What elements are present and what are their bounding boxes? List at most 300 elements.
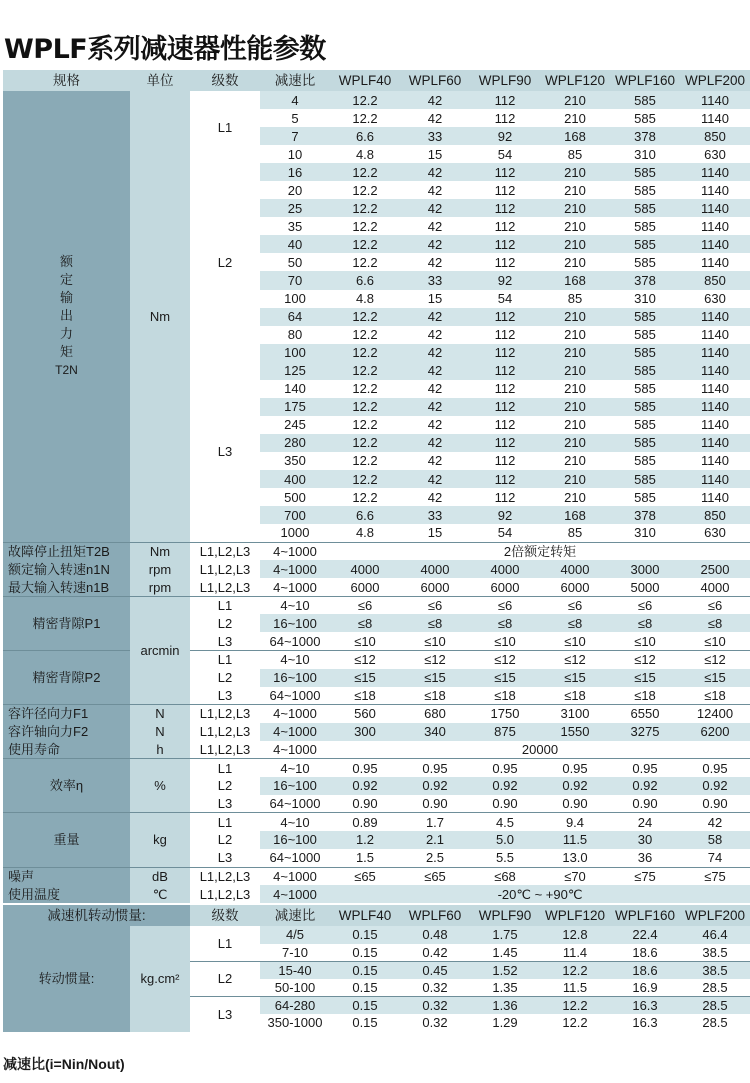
value-cell: 0.15 (330, 961, 400, 979)
value-cell: 16.3 (610, 1014, 680, 1032)
value-cell: 2.1 (400, 831, 470, 849)
value-cell: 11.4 (540, 944, 610, 962)
backlash-p2-label: 精密背隙P2 (3, 650, 130, 704)
inertia-label-group (3, 926, 190, 1032)
stage-cell: L2 (190, 777, 260, 795)
value-cell: ≤8 (330, 614, 400, 632)
value-cell: ≤15 (470, 669, 540, 687)
value-cell: 378 (610, 506, 680, 524)
value-cell: 1140 (680, 217, 750, 235)
value-cell: 112 (470, 416, 540, 434)
value-cell: 4.8 (330, 290, 400, 308)
value-cell: 12.2 (330, 362, 400, 380)
ratio-cell: 64~1000 (260, 632, 330, 650)
value-cell: 12.2 (330, 235, 400, 253)
temperature-label: 使用温度 (3, 885, 130, 903)
value-cell: 4000 (400, 560, 470, 578)
value-cell: 585 (610, 217, 680, 235)
value-cell: 12.2 (330, 91, 400, 109)
stage-cell: L3 (190, 632, 260, 650)
stage-cell: L1 (190, 91, 260, 163)
value-cell: 46.4 (680, 926, 750, 944)
value-cell: ≤15 (610, 669, 680, 687)
value-cell: ≤12 (400, 650, 470, 668)
value-cell: 585 (610, 362, 680, 380)
value-cell: 585 (610, 434, 680, 452)
value-cell: 42 (400, 163, 470, 181)
value-cell: 12.2 (330, 163, 400, 181)
ratio-cell: 50 (260, 253, 330, 271)
value-cell: 5.0 (470, 831, 540, 849)
value-cell: 210 (540, 253, 610, 271)
stage-cell: L1,L2,L3 (190, 542, 260, 560)
value-cell: 0.95 (680, 759, 750, 777)
unit-cell: rpm (130, 560, 190, 578)
value-cell: 12.2 (330, 308, 400, 326)
ratio-cell: 4~10 (260, 596, 330, 614)
value-cell: 12.2 (330, 398, 400, 416)
value-cell: 54 (470, 524, 540, 542)
value-cell: 210 (540, 181, 610, 199)
stage-cell: L1,L2,L3 (190, 560, 260, 578)
value-cell: 15 (400, 290, 470, 308)
ratio-cell: 70 (260, 271, 330, 289)
stage-cell: L3 (190, 362, 260, 542)
value-cell: ≤18 (610, 687, 680, 705)
value-cell: 1.75 (470, 926, 540, 944)
value-cell: 210 (540, 416, 610, 434)
value-cell: 850 (680, 127, 750, 145)
ratio-cell: 4~1000 (260, 542, 330, 560)
value-cell: 12.2 (330, 470, 400, 488)
value-cell: ≤10 (330, 632, 400, 650)
value-cell: 12400 (680, 705, 750, 723)
ratio-cell: 4~1000 (260, 723, 330, 741)
value-cell: ≤12 (330, 650, 400, 668)
value-cell: 12.2 (330, 434, 400, 452)
value-cell: 0.95 (540, 759, 610, 777)
ratio-cell: 4/5 (260, 926, 330, 944)
value-cell: 6000 (540, 578, 610, 596)
stage-cell: L3 (190, 795, 260, 813)
value-cell: 0.95 (470, 759, 540, 777)
value-cell: 0.92 (610, 777, 680, 795)
value-cell: 112 (470, 308, 540, 326)
value-cell: 92 (470, 271, 540, 289)
ratio-cell: 280 (260, 434, 330, 452)
value-cell: 0.92 (470, 777, 540, 795)
emergency-stop-label: 故障停止扭矩T2B (3, 542, 130, 560)
value-cell: 16.3 (610, 996, 680, 1014)
value-cell: 38.5 (680, 944, 750, 962)
value-cell: 3275 (610, 723, 680, 741)
value-cell: 585 (610, 91, 680, 109)
ratio-cell: 16~100 (260, 831, 330, 849)
value-cell: 1.5 (330, 849, 400, 867)
value-cell: 378 (610, 271, 680, 289)
stage-cell: L1 (190, 813, 260, 831)
stage-cell: L3 (190, 996, 260, 1031)
value-cell: 168 (540, 506, 610, 524)
stage-cell: L1 (190, 596, 260, 614)
ratio-cell: 16~100 (260, 777, 330, 795)
unit-cell: h (130, 741, 190, 759)
value-cell: 1140 (680, 362, 750, 380)
value-cell: 28.5 (680, 996, 750, 1014)
value-cell: 1140 (680, 470, 750, 488)
value-cell: 1140 (680, 235, 750, 253)
ratio-cell: 64~1000 (260, 687, 330, 705)
value-cell: 1140 (680, 344, 750, 362)
value-cell: 112 (470, 362, 540, 380)
value-cell: 112 (470, 109, 540, 127)
ratio-cell: 700 (260, 506, 330, 524)
rated-torque-label-char: 额 (59, 254, 73, 270)
value-cell: 1140 (680, 416, 750, 434)
value-cell: 13.0 (540, 849, 610, 867)
table-row (3, 741, 750, 759)
value-cell: 112 (470, 199, 540, 217)
stage-cell: L2 (190, 669, 260, 687)
column-header: 级数 (190, 905, 260, 926)
ratio-cell: 125 (260, 362, 330, 380)
value-cell: 112 (470, 452, 540, 470)
value-cell: 585 (610, 109, 680, 127)
value-cell: 42 (400, 199, 470, 217)
value-cell: 6200 (680, 723, 750, 741)
value-cell: 42 (400, 91, 470, 109)
value-cell: 42 (400, 326, 470, 344)
value-cell: 0.90 (330, 795, 400, 813)
unit-cell: rpm (130, 578, 190, 596)
inertia-label: 转动惯量: (38, 971, 95, 987)
value-cell: 18.6 (610, 961, 680, 979)
value-cell: 680 (400, 705, 470, 723)
value-cell: 210 (540, 91, 610, 109)
value-cell: 12.2 (330, 109, 400, 127)
service-life-label: 使用寿命 (3, 741, 130, 759)
value-cell: 42 (400, 235, 470, 253)
value-cell: 1.52 (470, 961, 540, 979)
merged-value-cell: 2倍额定转矩 (330, 542, 750, 560)
value-cell: 42 (400, 488, 470, 506)
value-cell: ≤68 (470, 867, 540, 885)
stage-cell: L2 (190, 961, 260, 996)
value-cell: ≤8 (540, 614, 610, 632)
column-header: WPLF40 (330, 905, 400, 926)
value-cell: 168 (540, 271, 610, 289)
value-cell: 0.32 (400, 1014, 470, 1032)
value-cell: 112 (470, 163, 540, 181)
value-cell: 210 (540, 326, 610, 344)
value-cell: 112 (470, 91, 540, 109)
ratio-cell: 140 (260, 380, 330, 398)
value-cell: 1140 (680, 398, 750, 416)
value-cell: ≤10 (610, 632, 680, 650)
rated-torque-label-char: 力 (59, 326, 73, 342)
value-cell: ≤15 (400, 669, 470, 687)
stage-cell: L1 (190, 926, 260, 961)
value-cell: ≤10 (400, 632, 470, 650)
unit-cell: ℃ (130, 885, 190, 903)
value-cell: ≤6 (680, 596, 750, 614)
ratio-cell: 7-10 (260, 944, 330, 962)
value-cell: 310 (610, 145, 680, 163)
ratio-cell: 35 (260, 217, 330, 235)
merged-value-cell: -20℃ ~ +90℃ (330, 885, 750, 903)
value-cell: 1.29 (470, 1014, 540, 1032)
unit-cell: % (130, 759, 190, 813)
table-row (3, 759, 750, 777)
value-cell: 1550 (540, 723, 610, 741)
value-cell: 1.36 (470, 996, 540, 1014)
value-cell: 210 (540, 452, 610, 470)
column-header: WPLF160 (610, 905, 680, 926)
value-cell: 210 (540, 434, 610, 452)
value-cell: 1750 (470, 705, 540, 723)
value-cell: 210 (540, 308, 610, 326)
value-cell: 12.2 (330, 253, 400, 271)
value-cell: 1140 (680, 109, 750, 127)
table-row (3, 70, 750, 91)
stage-cell: L2 (190, 163, 260, 362)
table-row (3, 885, 750, 903)
value-cell: ≤18 (470, 687, 540, 705)
column-header: WPLF120 (540, 70, 610, 91)
rated-torque-label (3, 91, 130, 542)
value-cell: 1140 (680, 308, 750, 326)
value-cell: 3100 (540, 705, 610, 723)
value-cell: 6000 (330, 578, 400, 596)
value-cell: 210 (540, 235, 610, 253)
value-cell: 42 (400, 380, 470, 398)
value-cell: ≤18 (540, 687, 610, 705)
value-cell: 9.4 (540, 813, 610, 831)
value-cell: 112 (470, 488, 540, 506)
value-cell: 210 (540, 488, 610, 506)
column-header: WPLF200 (680, 70, 750, 91)
ratio-cell: 4~10 (260, 813, 330, 831)
table-row (3, 905, 750, 926)
table-row (3, 650, 750, 668)
ratio-footnote: 减速比(i=Nin/Nout) (3, 1056, 125, 1072)
ratio-cell: 4~1000 (260, 560, 330, 578)
rated-torque-label-char: 出 (59, 308, 73, 324)
value-cell: 0.95 (400, 759, 470, 777)
value-cell: 42 (400, 344, 470, 362)
ratio-cell: 500 (260, 488, 330, 506)
value-cell: 585 (610, 452, 680, 470)
column-header: WPLF60 (400, 70, 470, 91)
value-cell: 112 (470, 326, 540, 344)
table-row (3, 723, 750, 741)
value-cell: 630 (680, 290, 750, 308)
column-header: WPLF90 (470, 905, 540, 926)
ratio-cell: 20 (260, 181, 330, 199)
value-cell: 0.15 (330, 926, 400, 944)
value-cell: ≤15 (680, 669, 750, 687)
value-cell: ≤12 (540, 650, 610, 668)
value-cell: 1.45 (470, 944, 540, 962)
table-row (3, 926, 750, 944)
value-cell: 0.90 (540, 795, 610, 813)
radial-force-label: 容许径向力F1 (3, 705, 130, 723)
value-cell: 5000 (610, 578, 680, 596)
value-cell: 875 (470, 723, 540, 741)
value-cell: 0.15 (330, 996, 400, 1014)
value-cell: 0.90 (400, 795, 470, 813)
ratio-cell: 4~10 (260, 759, 330, 777)
value-cell: 585 (610, 235, 680, 253)
value-cell: 12.2 (330, 181, 400, 199)
value-cell: 42 (400, 181, 470, 199)
value-cell: ≤6 (470, 596, 540, 614)
rated-torque-unit: Nm (130, 91, 190, 542)
value-cell: 18.6 (610, 944, 680, 962)
value-cell: 6.6 (330, 271, 400, 289)
value-cell: 1.7 (400, 813, 470, 831)
weight-label: 重量 (3, 813, 130, 867)
ratio-cell: 350-1000 (260, 1014, 330, 1032)
value-cell: 28.5 (680, 1014, 750, 1032)
axial-force-label: 容许轴向力F2 (3, 723, 130, 741)
table-row (3, 560, 750, 578)
rated-torque-label-char: T2N (55, 363, 78, 378)
value-cell: 42 (680, 813, 750, 831)
value-cell: 85 (540, 524, 610, 542)
stage-cell: L1,L2,L3 (190, 705, 260, 723)
ratio-cell: 100 (260, 344, 330, 362)
stage-cell: L2 (190, 614, 260, 632)
value-cell: ≤12 (610, 650, 680, 668)
column-header: 单位 (130, 70, 190, 91)
stage-cell: L1,L2,L3 (190, 578, 260, 596)
value-cell: 0.42 (400, 944, 470, 962)
value-cell: 850 (680, 271, 750, 289)
value-cell: 210 (540, 470, 610, 488)
ratio-cell: 4~1000 (260, 867, 330, 885)
value-cell: 0.45 (400, 961, 470, 979)
ratio-cell: 16~100 (260, 614, 330, 632)
value-cell: 1.2 (330, 831, 400, 849)
value-cell: 33 (400, 271, 470, 289)
value-cell: 585 (610, 470, 680, 488)
value-cell: 15 (400, 145, 470, 163)
value-cell: 3000 (610, 560, 680, 578)
rated-torque-label-char: 定 (59, 272, 73, 288)
ratio-cell: 400 (260, 470, 330, 488)
value-cell: 585 (610, 398, 680, 416)
value-cell: 585 (610, 344, 680, 362)
inertia-table (3, 905, 750, 1032)
column-header: 级数 (190, 70, 260, 91)
value-cell: ≤12 (470, 650, 540, 668)
ratio-cell: 1000 (260, 524, 330, 542)
ratio-cell: 50-100 (260, 979, 330, 997)
value-cell: 1140 (680, 434, 750, 452)
rated-torque-label-char: 矩 (59, 344, 73, 360)
value-cell: 585 (610, 163, 680, 181)
value-cell: 210 (540, 199, 610, 217)
value-cell: 112 (470, 380, 540, 398)
value-cell: 112 (470, 398, 540, 416)
value-cell: ≤10 (680, 632, 750, 650)
inertia-unit: kg.cm² (130, 926, 190, 1032)
value-cell: ≤6 (400, 596, 470, 614)
value-cell: 36 (610, 849, 680, 867)
value-cell: 16.9 (610, 979, 680, 997)
value-cell: 38.5 (680, 961, 750, 979)
value-cell: ≤65 (330, 867, 400, 885)
ratio-cell: 4~1000 (260, 578, 330, 596)
ratio-cell: 4~10 (260, 650, 330, 668)
value-cell: 210 (540, 398, 610, 416)
table-row (3, 705, 750, 723)
value-cell: ≤8 (470, 614, 540, 632)
page-title: WPLF系列减速器性能参数 (4, 34, 326, 65)
value-cell: 42 (400, 217, 470, 235)
ratio-cell: 4~1000 (260, 741, 330, 759)
value-cell: 1140 (680, 452, 750, 470)
value-cell: ≤18 (680, 687, 750, 705)
value-cell: 74 (680, 849, 750, 867)
value-cell: 0.89 (330, 813, 400, 831)
value-cell: 6000 (470, 578, 540, 596)
value-cell: 58 (680, 831, 750, 849)
value-cell: 42 (400, 452, 470, 470)
value-cell: 340 (400, 723, 470, 741)
value-cell: 210 (540, 380, 610, 398)
value-cell: 630 (680, 145, 750, 163)
value-cell: 0.32 (400, 979, 470, 997)
stage-cell: L1,L2,L3 (190, 885, 260, 903)
value-cell: 33 (400, 506, 470, 524)
efficiency-label: 效率η (3, 759, 130, 813)
value-cell: 4000 (540, 560, 610, 578)
value-cell: 42 (400, 362, 470, 380)
ratio-cell: 25 (260, 199, 330, 217)
value-cell: 560 (330, 705, 400, 723)
value-cell: 1140 (680, 380, 750, 398)
value-cell: 0.48 (400, 926, 470, 944)
value-cell: 4.5 (470, 813, 540, 831)
value-cell: 12.2 (330, 452, 400, 470)
value-cell: 0.92 (680, 777, 750, 795)
ratio-cell: 40 (260, 235, 330, 253)
value-cell: 210 (540, 163, 610, 181)
value-cell: 585 (610, 380, 680, 398)
value-cell: 112 (470, 181, 540, 199)
ratio-cell: 16~100 (260, 669, 330, 687)
stage-cell: L1,L2,L3 (190, 723, 260, 741)
value-cell: 42 (400, 470, 470, 488)
value-cell: 12.2 (330, 380, 400, 398)
ratio-cell: 10 (260, 145, 330, 163)
value-cell: 112 (470, 217, 540, 235)
value-cell: 2.5 (400, 849, 470, 867)
value-cell: 12.2 (330, 217, 400, 235)
value-cell: ≤6 (540, 596, 610, 614)
value-cell: 11.5 (540, 831, 610, 849)
value-cell: 1140 (680, 199, 750, 217)
value-cell: 112 (470, 344, 540, 362)
value-cell: 210 (540, 362, 610, 380)
column-header: 减速机转动惯量: (3, 905, 190, 926)
value-cell: 1.35 (470, 979, 540, 997)
value-cell: 585 (610, 326, 680, 344)
value-cell: 0.92 (400, 777, 470, 795)
value-cell: ≤75 (610, 867, 680, 885)
